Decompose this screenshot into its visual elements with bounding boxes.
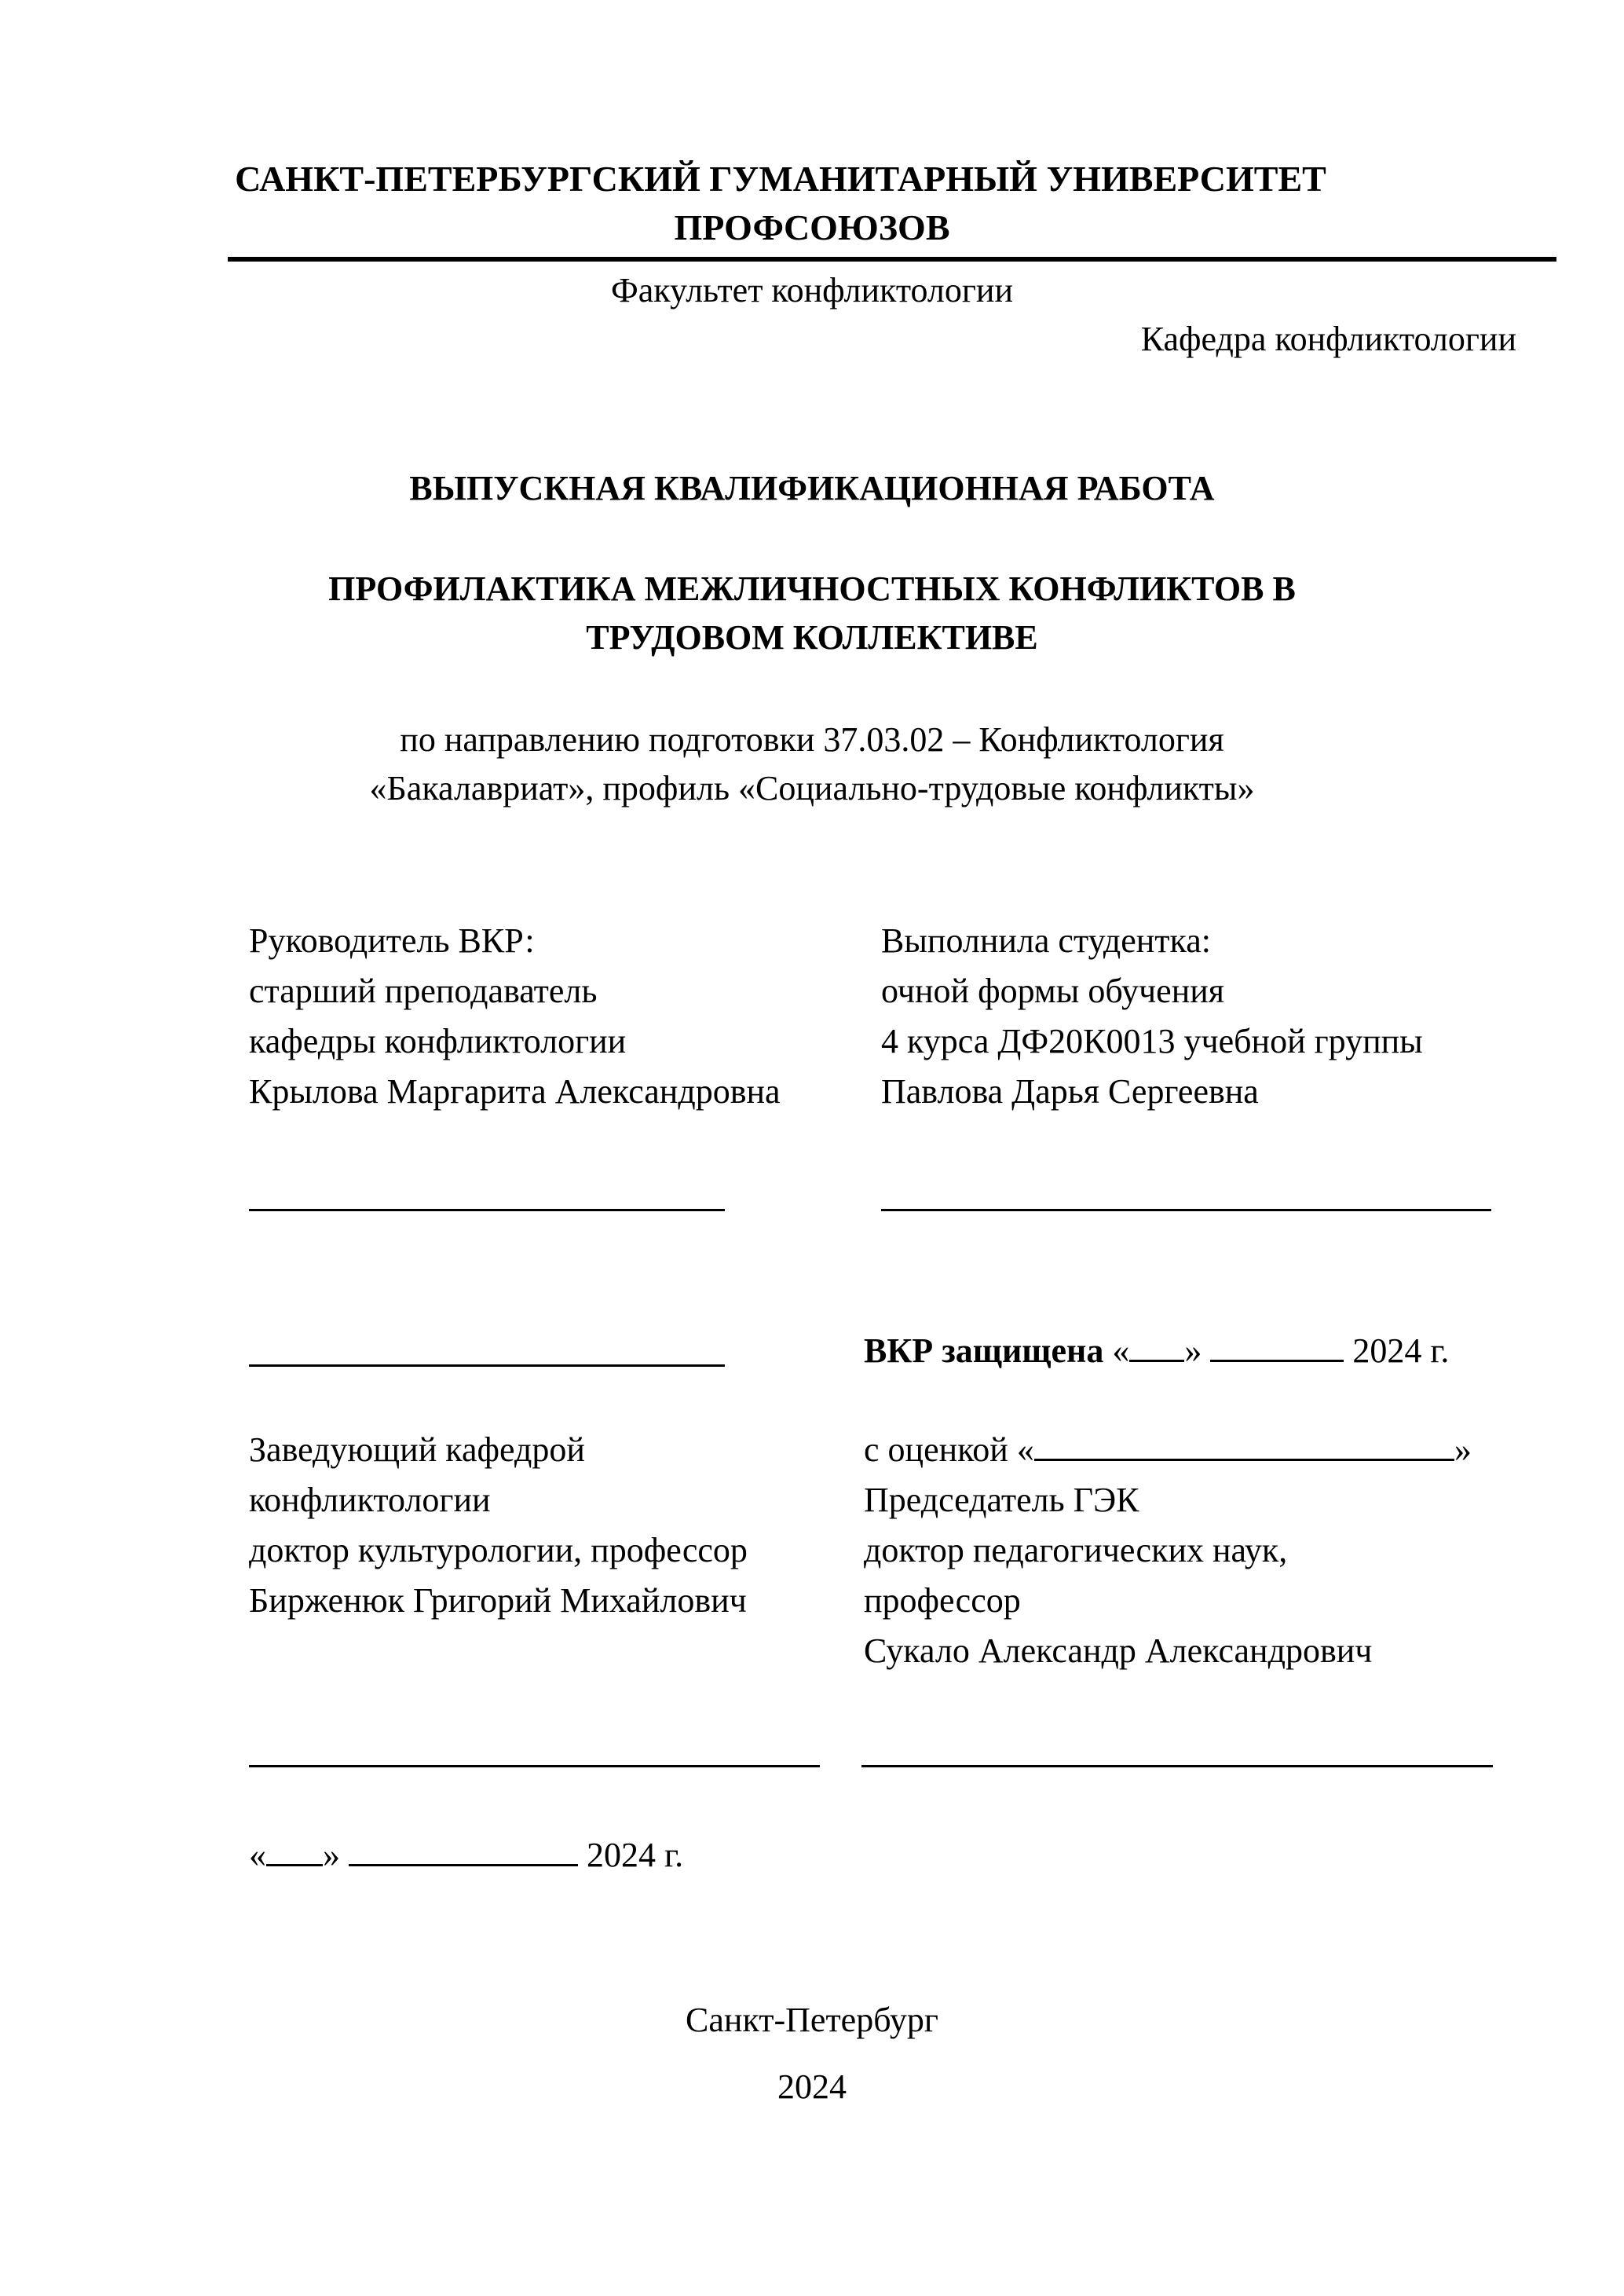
date-open-quote: « [249, 1836, 266, 1874]
head-of-department-block [249, 1425, 748, 1626]
date-month-field[interactable] [349, 1836, 578, 1866]
year: 2024 [777, 2067, 847, 2106]
head-approval-signature-line[interactable] [249, 1364, 725, 1367]
student-signature-line[interactable] [881, 1209, 1491, 1211]
defense-label: ВКР защищена [864, 1331, 1104, 1370]
supervisor-department: кафедры конфликтологии [249, 1022, 627, 1060]
supervisor-position: старший преподаватель [249, 972, 598, 1010]
chairman-signature-line[interactable] [861, 1765, 1493, 1767]
student-name: Павлова Дарья Сергеевна [881, 1072, 1259, 1111]
grade-field[interactable] [1034, 1430, 1454, 1461]
university-name-line2: ПРОФСОЮЗОВ [674, 207, 950, 247]
student-group: 4 курса ДФ20К0013 учебной группы [881, 1022, 1423, 1060]
header-divider [228, 257, 1556, 262]
date-year: 2024 г. [587, 1836, 684, 1874]
city: Санкт-Петербург [686, 2001, 938, 2039]
supervisor-block [249, 916, 781, 1117]
supervisor-signature-line[interactable] [249, 1209, 725, 1211]
chairman-degree-line2: профессор [864, 1581, 1021, 1620]
approval-date-line [249, 1830, 683, 1880]
faculty-name: Факультет конфликтологии [610, 271, 1013, 309]
department-name: Кафедра конфликтологии [1140, 320, 1516, 358]
direction-line2: «Бакалавриат», профиль «Социально-трудовые конфликты» [369, 769, 1255, 807]
direction-line1: по направлению подготовки 37.03.02 – Конфликтология [400, 720, 1224, 759]
chairman-name: Сукало Александр Александрович [864, 1631, 1373, 1670]
date-close-quote: » [323, 1836, 340, 1874]
student-form: очной формы обучения [881, 972, 1225, 1010]
work-title-line2: ТРУДОВОМ КОЛЛЕКТИВЕ [586, 618, 1038, 657]
defense-day-field[interactable] [1129, 1331, 1184, 1362]
chairman-block [864, 1425, 1472, 1676]
head-department: конфликтологии [249, 1481, 491, 1519]
work-title-line1: ПРОФИЛАКТИКА МЕЖЛИЧНОСТНЫХ КОНФЛИКТОВ В [328, 569, 1296, 608]
head-name: Бирженюк Григорий Михайлович [249, 1581, 747, 1620]
university-name-line1: САНКТ-ПЕТЕРБУРГСКИЙ ГУМАНИТАРНЫЙ УНИВЕРСИТЕТ [235, 159, 1326, 199]
defense-open-quote: « [1112, 1331, 1130, 1370]
student-label: Выполнила студентка: [881, 921, 1211, 960]
student-block [881, 916, 1423, 1117]
chairman-label: Председатель ГЭК [864, 1481, 1139, 1519]
grade-line [864, 1425, 1472, 1475]
supervisor-name: Крылова Маргарита Александровна [249, 1072, 781, 1111]
grade-suffix: » [1454, 1430, 1472, 1469]
defense-close-quote: » [1184, 1331, 1202, 1370]
work-type: ВЫПУСКНАЯ КВАЛИФИКАЦИОННАЯ РАБОТА [409, 469, 1215, 507]
grade-prefix: с оценкой « [864, 1430, 1034, 1469]
head-signature-line[interactable] [249, 1765, 820, 1767]
defense-year: 2024 г. [1352, 1331, 1450, 1370]
head-degree: доктор культурологии, профессор [249, 1531, 748, 1569]
supervisor-label: Руководитель ВКР: [249, 921, 535, 960]
defense-month-field[interactable] [1210, 1331, 1344, 1362]
defense-line [864, 1326, 1449, 1376]
chairman-degree-line1: доктор педагогических наук, [864, 1531, 1288, 1569]
head-label: Заведующий кафедрой [249, 1430, 585, 1469]
date-day-field[interactable] [266, 1836, 323, 1866]
